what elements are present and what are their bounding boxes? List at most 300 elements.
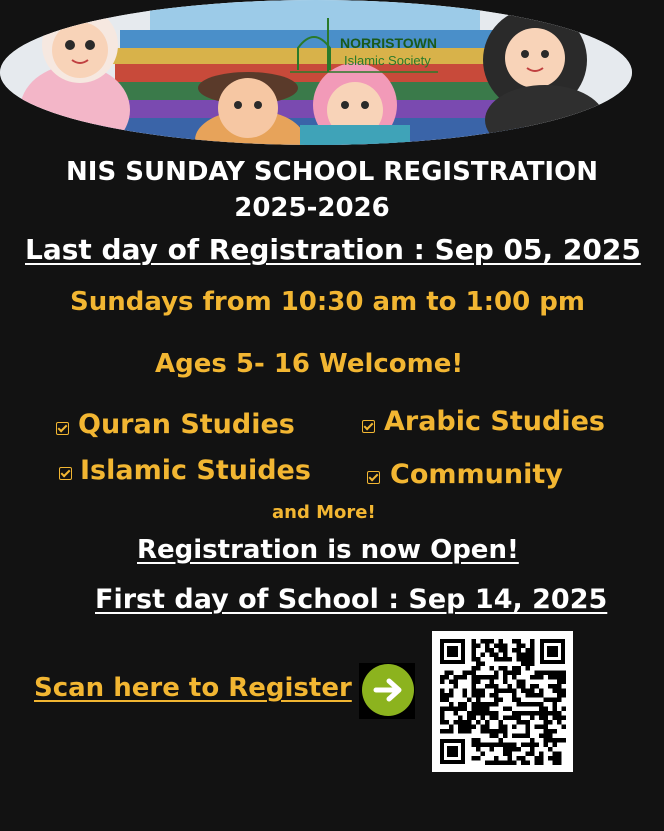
qr-module [544, 720, 549, 725]
qr-module [508, 743, 513, 748]
qr-module [481, 639, 486, 644]
qr-module [458, 716, 463, 721]
qr-module [490, 648, 495, 653]
qr-module [526, 734, 531, 739]
qr-module [490, 716, 495, 721]
qr-module [445, 693, 450, 698]
qr-module [440, 675, 445, 680]
schedule-text: Sundays from 10:30 am to 1:00 pm [70, 287, 585, 317]
qr-module [454, 680, 459, 685]
qr-module [494, 702, 499, 707]
qr-module [472, 693, 477, 698]
qr-module [521, 689, 526, 694]
qr-module [472, 666, 477, 671]
qr-module [472, 689, 477, 694]
qr-module [548, 711, 553, 716]
qr-module [526, 666, 531, 671]
qr-module [463, 707, 468, 712]
qr-module [562, 693, 567, 698]
school-year: 2025-2026 [234, 193, 390, 223]
qr-module [445, 729, 450, 734]
qr-module [539, 693, 544, 698]
checkbox-icon [56, 422, 69, 435]
qr-module [449, 689, 454, 694]
qr-module [485, 707, 490, 712]
qr-module [476, 666, 481, 671]
qr-module [485, 761, 490, 766]
qr-module [521, 743, 526, 748]
qr-module [508, 707, 513, 712]
qr-module [503, 734, 508, 739]
qr-module [472, 680, 477, 685]
qr-module [476, 720, 481, 725]
qr-module [544, 743, 549, 748]
qr-module [472, 671, 477, 676]
qr-module [553, 689, 558, 694]
qr-module [557, 680, 562, 685]
qr-module [463, 720, 468, 725]
qr-module [535, 711, 540, 716]
qr-module [512, 698, 517, 703]
qr-module [503, 707, 508, 712]
qr-module [544, 734, 549, 739]
qr-module [490, 743, 495, 748]
qr-module [548, 756, 553, 761]
and-more-text: and More! [272, 502, 376, 523]
qr-module [544, 671, 549, 676]
registration-qr-code[interactable] [432, 631, 573, 772]
qr-module [440, 720, 445, 725]
qr-module [562, 707, 567, 712]
qr-module [539, 756, 544, 761]
qr-module [458, 720, 463, 725]
qr-module [494, 675, 499, 680]
qr-module [530, 644, 535, 649]
qr-module [499, 639, 504, 644]
arrow-circle[interactable] [362, 664, 414, 716]
qr-module [530, 747, 535, 752]
qr-module [454, 707, 459, 712]
qr-module [472, 711, 477, 716]
qr-module [512, 711, 517, 716]
qr-module [494, 734, 499, 739]
qr-module [476, 756, 481, 761]
qr-module [467, 671, 472, 676]
qr-module [472, 707, 477, 712]
qr-module [557, 752, 562, 757]
qr-module [503, 689, 508, 694]
qr-module [472, 716, 477, 721]
qr-module [530, 653, 535, 658]
qr-module [535, 684, 540, 689]
qr-module [494, 756, 499, 761]
qr-module [521, 680, 526, 685]
qr-module [449, 707, 454, 712]
qr-module [490, 702, 495, 707]
qr-module [512, 761, 517, 766]
qr-module [490, 711, 495, 716]
qr-module [454, 675, 459, 680]
qr-module [512, 689, 517, 694]
qr-module [553, 729, 558, 734]
arrow-button[interactable] [359, 663, 415, 719]
feature-arabic: Arabic Studies [384, 406, 605, 437]
ages-text: Ages 5- 16 Welcome! [155, 349, 464, 379]
qr-module [481, 653, 486, 658]
qr-module [544, 725, 549, 730]
qr-module [503, 680, 508, 685]
qr-module [440, 698, 445, 703]
qr-module [458, 702, 463, 707]
qr-module [485, 639, 490, 644]
qr-module [526, 725, 531, 730]
qr-module [494, 716, 499, 721]
qr-module [476, 680, 481, 685]
qr-code-icon [432, 631, 573, 772]
qr-module [485, 743, 490, 748]
qr-module [476, 644, 481, 649]
qr-module [517, 756, 522, 761]
qr-module [530, 684, 535, 689]
qr-module [557, 716, 562, 721]
qr-module [535, 743, 540, 748]
qr-module [553, 684, 558, 689]
qr-module [548, 734, 553, 739]
qr-module [490, 729, 495, 734]
qr-module [521, 644, 526, 649]
qr-module [476, 698, 481, 703]
qr-module [472, 639, 477, 644]
qr-module [454, 684, 459, 689]
qr-module [557, 738, 562, 743]
qr-module [553, 738, 558, 743]
qr-module [517, 747, 522, 752]
qr-module [539, 675, 544, 680]
qr-module [553, 756, 558, 761]
qr-module [485, 729, 490, 734]
qr-module [557, 675, 562, 680]
qr-module [553, 707, 558, 712]
qr-module [494, 698, 499, 703]
qr-module [535, 693, 540, 698]
qr-module [481, 702, 486, 707]
qr-module [503, 648, 508, 653]
qr-module [467, 729, 472, 734]
qr-module [517, 698, 522, 703]
feature-quran: Quran Studies [78, 409, 295, 440]
qr-module [440, 707, 445, 712]
qr-module [548, 675, 553, 680]
qr-module [539, 711, 544, 716]
qr-module [476, 693, 481, 698]
qr-module [562, 738, 567, 743]
qr-module [472, 644, 477, 649]
qr-module [548, 671, 553, 676]
qr-module [490, 734, 495, 739]
qr-module [530, 716, 535, 721]
qr-module [481, 729, 486, 734]
qr-module [526, 720, 531, 725]
qr-module [490, 675, 495, 680]
qr-module [512, 693, 517, 698]
feature-community: Community [390, 459, 563, 490]
qr-module [553, 671, 558, 676]
checkbox-icon [362, 420, 375, 433]
qr-module [485, 720, 490, 725]
qr-module [476, 662, 481, 667]
qr-module [517, 684, 522, 689]
qr-module [503, 644, 508, 649]
qr-module [512, 743, 517, 748]
logo-subtitle: Islamic Society [344, 53, 431, 68]
qr-module [490, 680, 495, 685]
qr-module [494, 729, 499, 734]
qr-module [463, 671, 468, 676]
qr-module [485, 648, 490, 653]
qr-module [503, 761, 508, 766]
qr-module [562, 689, 567, 694]
qr-module [526, 662, 531, 667]
qr-module [562, 671, 567, 676]
qr-module [557, 711, 562, 716]
qr-module [467, 720, 472, 725]
qr-module [508, 671, 513, 676]
qr-module [472, 743, 477, 748]
qr-module [440, 680, 445, 685]
qr-module [508, 684, 513, 689]
qr-module [499, 729, 504, 734]
qr-module [530, 752, 535, 757]
qr-module [449, 671, 454, 676]
qr-module [521, 702, 526, 707]
qr-module [494, 711, 499, 716]
qr-module [449, 680, 454, 685]
qr-module [458, 707, 463, 712]
qr-module [539, 752, 544, 757]
qr-module [517, 711, 522, 716]
qr-module [508, 756, 513, 761]
qr-module [490, 653, 495, 658]
qr-module [521, 711, 526, 716]
qr-module [476, 689, 481, 694]
qr-module [526, 729, 531, 734]
qr-module [490, 684, 495, 689]
qr-module [517, 734, 522, 739]
qr-module [485, 725, 490, 730]
qr-module [472, 675, 477, 680]
qr-module [517, 680, 522, 685]
qr-module [494, 693, 499, 698]
qr-module [463, 693, 468, 698]
qr-module [517, 653, 522, 658]
qr-module [548, 720, 553, 725]
qr-module [553, 711, 558, 716]
qr-module [508, 657, 513, 662]
qr-module [499, 720, 504, 725]
qr-module [476, 738, 481, 743]
qr-module [508, 752, 513, 757]
qr-module [494, 689, 499, 694]
qr-module [535, 725, 540, 730]
qr-module [539, 689, 544, 694]
qr-module [530, 657, 535, 662]
qr-module [454, 711, 459, 716]
qr-module [503, 747, 508, 752]
qr-module [526, 752, 531, 757]
qr-module [512, 666, 517, 671]
qr-module [512, 671, 517, 676]
qr-module [499, 689, 504, 694]
qr-module [544, 738, 549, 743]
qr-module [557, 698, 562, 703]
qr-module [548, 738, 553, 743]
qr-module [530, 639, 535, 644]
qr-module [530, 743, 535, 748]
qr-module [494, 653, 499, 658]
qr-module [530, 711, 535, 716]
qr-module [485, 644, 490, 649]
qr-module [440, 689, 445, 694]
qr-module [499, 644, 504, 649]
qr-module [544, 707, 549, 712]
qr-module [517, 657, 522, 662]
qr-module [539, 734, 544, 739]
qr-module [517, 639, 522, 644]
qr-module [494, 657, 499, 662]
qr-module [449, 725, 454, 730]
qr-module [539, 716, 544, 721]
nis-logo [288, 10, 448, 80]
qr-module [526, 689, 531, 694]
qr-module [490, 747, 495, 752]
qr-module [553, 716, 558, 721]
arrow-right-icon [362, 664, 414, 716]
qr-module [517, 720, 522, 725]
qr-module [458, 725, 463, 730]
qr-module [530, 662, 535, 667]
qr-module [481, 689, 486, 694]
qr-module [548, 747, 553, 752]
qr-module [476, 707, 481, 712]
qr-module [481, 693, 486, 698]
qr-module [521, 720, 526, 725]
qr-module [512, 639, 517, 644]
qr-module [517, 644, 522, 649]
qr-module [503, 743, 508, 748]
qr-module [499, 761, 504, 766]
qr-module [485, 675, 490, 680]
qr-module [490, 666, 495, 671]
qr-module [521, 734, 526, 739]
qr-module [530, 675, 535, 680]
qr-module [463, 689, 468, 694]
qr-module [539, 702, 544, 707]
feature-islamic: Islamic Stuides [80, 455, 311, 486]
qr-module [512, 725, 517, 730]
qr-module [445, 707, 450, 712]
qr-module [503, 671, 508, 676]
qr-module [535, 756, 540, 761]
qr-module [512, 734, 517, 739]
qr-module [490, 693, 495, 698]
qr-module [535, 671, 540, 676]
qr-module [557, 689, 562, 694]
qr-module [526, 702, 531, 707]
qr-module [499, 698, 504, 703]
qr-module [481, 752, 486, 757]
qr-module [490, 639, 495, 644]
qr-module [476, 747, 481, 752]
qr-module [530, 648, 535, 653]
qr-module [503, 653, 508, 658]
qr-module [485, 711, 490, 716]
qr-module [472, 648, 477, 653]
qr-module [553, 702, 558, 707]
qr-module [517, 671, 522, 676]
qr-module [481, 743, 486, 748]
qr-module [503, 657, 508, 662]
qr-module [512, 716, 517, 721]
qr-module [512, 675, 517, 680]
qr-module [526, 653, 531, 658]
qr-module [508, 761, 513, 766]
qr-module [463, 725, 468, 730]
qr-module [503, 666, 508, 671]
qr-module [476, 711, 481, 716]
qr-module [449, 729, 454, 734]
qr-module [521, 756, 526, 761]
qr-module [445, 720, 450, 725]
qr-module [490, 761, 495, 766]
qr-module [467, 698, 472, 703]
qr-module [517, 666, 522, 671]
qr-module [494, 671, 499, 676]
qr-module [454, 720, 459, 725]
qr-module [508, 689, 513, 694]
qr-module [481, 707, 486, 712]
qr-module [562, 675, 567, 680]
qr-module [472, 657, 477, 662]
qr-module [521, 653, 526, 658]
qr-module [445, 698, 450, 703]
qr-module [449, 702, 454, 707]
qr-module [481, 675, 486, 680]
qr-module [499, 725, 504, 730]
qr-module [499, 648, 504, 653]
qr-module [481, 662, 486, 667]
qr-module [472, 738, 477, 743]
qr-module [553, 752, 558, 757]
qr-module [472, 756, 477, 761]
qr-module [449, 693, 454, 698]
qr-module [499, 657, 504, 662]
qr-module [526, 648, 531, 653]
qr-module [539, 707, 544, 712]
qr-module [553, 761, 558, 766]
qr-module [476, 675, 481, 680]
qr-module [476, 743, 481, 748]
qr-module [458, 729, 463, 734]
qr-module [517, 702, 522, 707]
qr-module [544, 716, 549, 721]
registration-open-text: Registration is now Open! [137, 535, 519, 565]
qr-module [481, 725, 486, 730]
qr-module [526, 761, 531, 766]
qr-module [526, 743, 531, 748]
qr-module [517, 648, 522, 653]
qr-module [494, 684, 499, 689]
qr-module [557, 671, 562, 676]
